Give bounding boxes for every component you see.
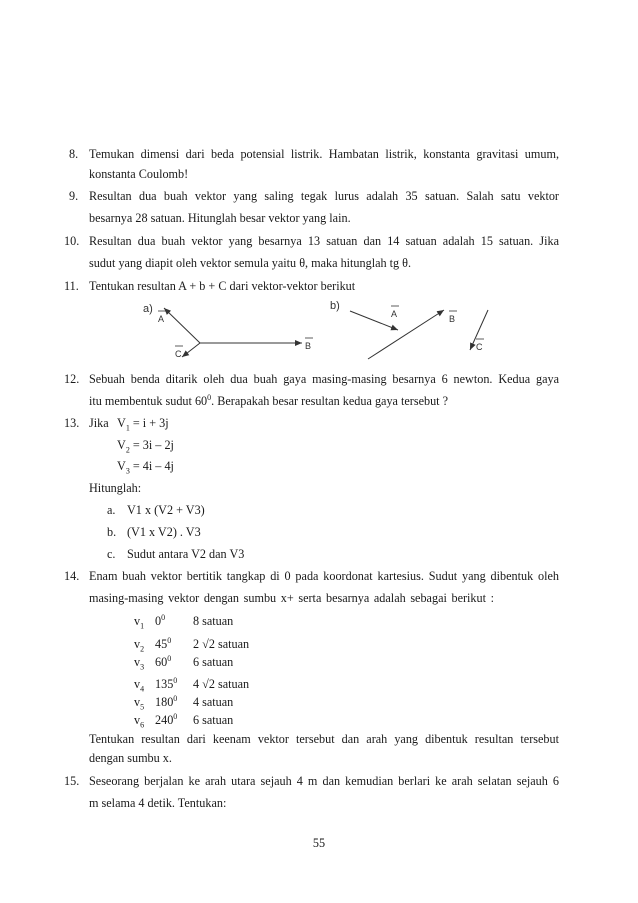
q14-row5-mag: 4 satuan: [193, 695, 234, 709]
diagram-b-label: b): [330, 300, 340, 312]
q14-row3-mag: 6 satuan: [193, 655, 234, 669]
q14-row1-vector: $v_1$: [134, 614, 145, 631]
q14-row1-mag: 8 satuan: [193, 614, 234, 628]
q13-item-b-label: b.: [107, 525, 117, 539]
q15-number: 15.: [64, 774, 80, 788]
q11-line1: Tentukan resultan A + b + C dari vektor-vektor berikut: [89, 279, 356, 293]
q14-row5-angle: $180^0$: [155, 693, 178, 709]
q14-row4-angle: $135^0$: [155, 675, 178, 691]
q14-row4-mag: 4 √2 satuan: [193, 677, 250, 691]
q10-number: 10.: [64, 234, 80, 248]
q15-line1: Seseorang berjalan ke arah utara sejauh 4 m dan kemudian berlari ke arah selatan sejauh 6: [89, 774, 559, 788]
q12-number: 12.: [64, 372, 80, 386]
q13-jika: Jika: [89, 416, 109, 430]
q14-row6-vector: $v_6$: [134, 713, 145, 730]
q14-row4-vector: $v_4$: [134, 677, 145, 694]
q14-line2: masing-masing vektor dengan sumbu x+ serta besarnya adalah sebagai berikut :: [89, 591, 494, 605]
diagram-b-vector-B: [368, 310, 444, 359]
diagram-b-label-C: C: [476, 342, 483, 352]
q13-eq3: $V_3 = 4i - 4j$: [117, 459, 174, 476]
diagram-a-label-A: A: [158, 314, 165, 324]
q13-item-a: V1 x (V2 + V3): [127, 503, 205, 517]
diagram-a-label-B: B: [305, 341, 312, 351]
q13-item-b: (V1 x V2) . V3: [127, 525, 201, 539]
q8-line2: konstanta Coulomb!: [89, 167, 189, 181]
q9-line1: Resultan dua buah vektor yang saling tegak lurus adalah 35 satuan. Salah satu vektor: [89, 189, 559, 203]
q9-number: 9.: [69, 189, 79, 203]
q14-row2-angle: $45^0$: [155, 635, 172, 651]
q14-line3: Tentukan resultan dari keenam vektor tersebut dan arah yang dibentuk resultan tersebut: [89, 732, 559, 746]
diagram-a-vector-A: [164, 308, 200, 343]
diagram-a-vector-C: [182, 343, 200, 357]
q14-row3-vector: $v_3$: [134, 655, 145, 672]
q14-number: 14.: [64, 569, 80, 583]
diagram-a-label: a): [143, 303, 153, 315]
q13-item-c-label: c.: [107, 547, 116, 561]
q13-item-a-label: a.: [107, 503, 116, 517]
q14-row1-angle: $0^0$: [155, 612, 166, 628]
q14-row2-vector: $v_2$: [134, 637, 145, 654]
q9-line2: besarnya 28 satuan. Hitunglah besar vektor yang lain.: [89, 211, 351, 225]
q8-number: 8.: [69, 147, 79, 161]
q14-row6-angle: $240^0$: [155, 711, 178, 727]
diagram-b-label-A: A: [391, 309, 398, 319]
q8-line1: Temukan dimensi dari beda potensial listrik. Hambatan listrik, konstanta gravitasi umum,: [89, 147, 559, 161]
q11-number: 11.: [64, 279, 79, 293]
q10-line2: sudut yang diapit oleh vektor semula yaitu θ, maka hitunglah tg θ.: [89, 256, 412, 270]
q13-hitunglah: Hitunglah:: [89, 481, 142, 495]
q15-line2: m selama 4 detik. Tentukan:: [89, 796, 227, 810]
q10-line1: Resultan dua buah vektor yang besarnya 13 satuan dan 14 satuan adalah 15 satuan. Jika: [89, 234, 559, 248]
q12-line2: itu membentuk sudut $60^0$. Berapakah besar resultan kedua gaya tersebut ?: [89, 392, 449, 408]
q13-eq2: $V_2 = 3i - 2j$: [117, 438, 174, 455]
q14-row5-vector: $v_5$: [134, 695, 145, 712]
q13-eq1: $V_1 = i + 3j$: [117, 416, 169, 433]
q13-number: 13.: [64, 416, 80, 430]
q14-row3-angle: $60^0$: [155, 653, 172, 669]
q13-item-c: Sudut antara V2 dan V3: [127, 547, 245, 561]
page-number: 55: [312, 836, 326, 850]
q12-line1: Sebuah benda ditarik oleh dua buah gaya masing-masing besarnya 6 newton. Kedua gaya: [89, 372, 559, 386]
q14-line1: Enam buah vektor bertitik tangkap di 0 pada koordonat kartesius. Sudut yang dibentuk oleh: [89, 569, 559, 583]
q14-row2-mag: 2 √2 satuan: [193, 637, 250, 651]
q14-line4: dengan sumbu x.: [89, 751, 172, 765]
diagram-a-label-C: C: [175, 349, 182, 359]
diagram-b-label-B: B: [449, 314, 456, 324]
q14-row6-mag: 6 satuan: [193, 713, 234, 727]
